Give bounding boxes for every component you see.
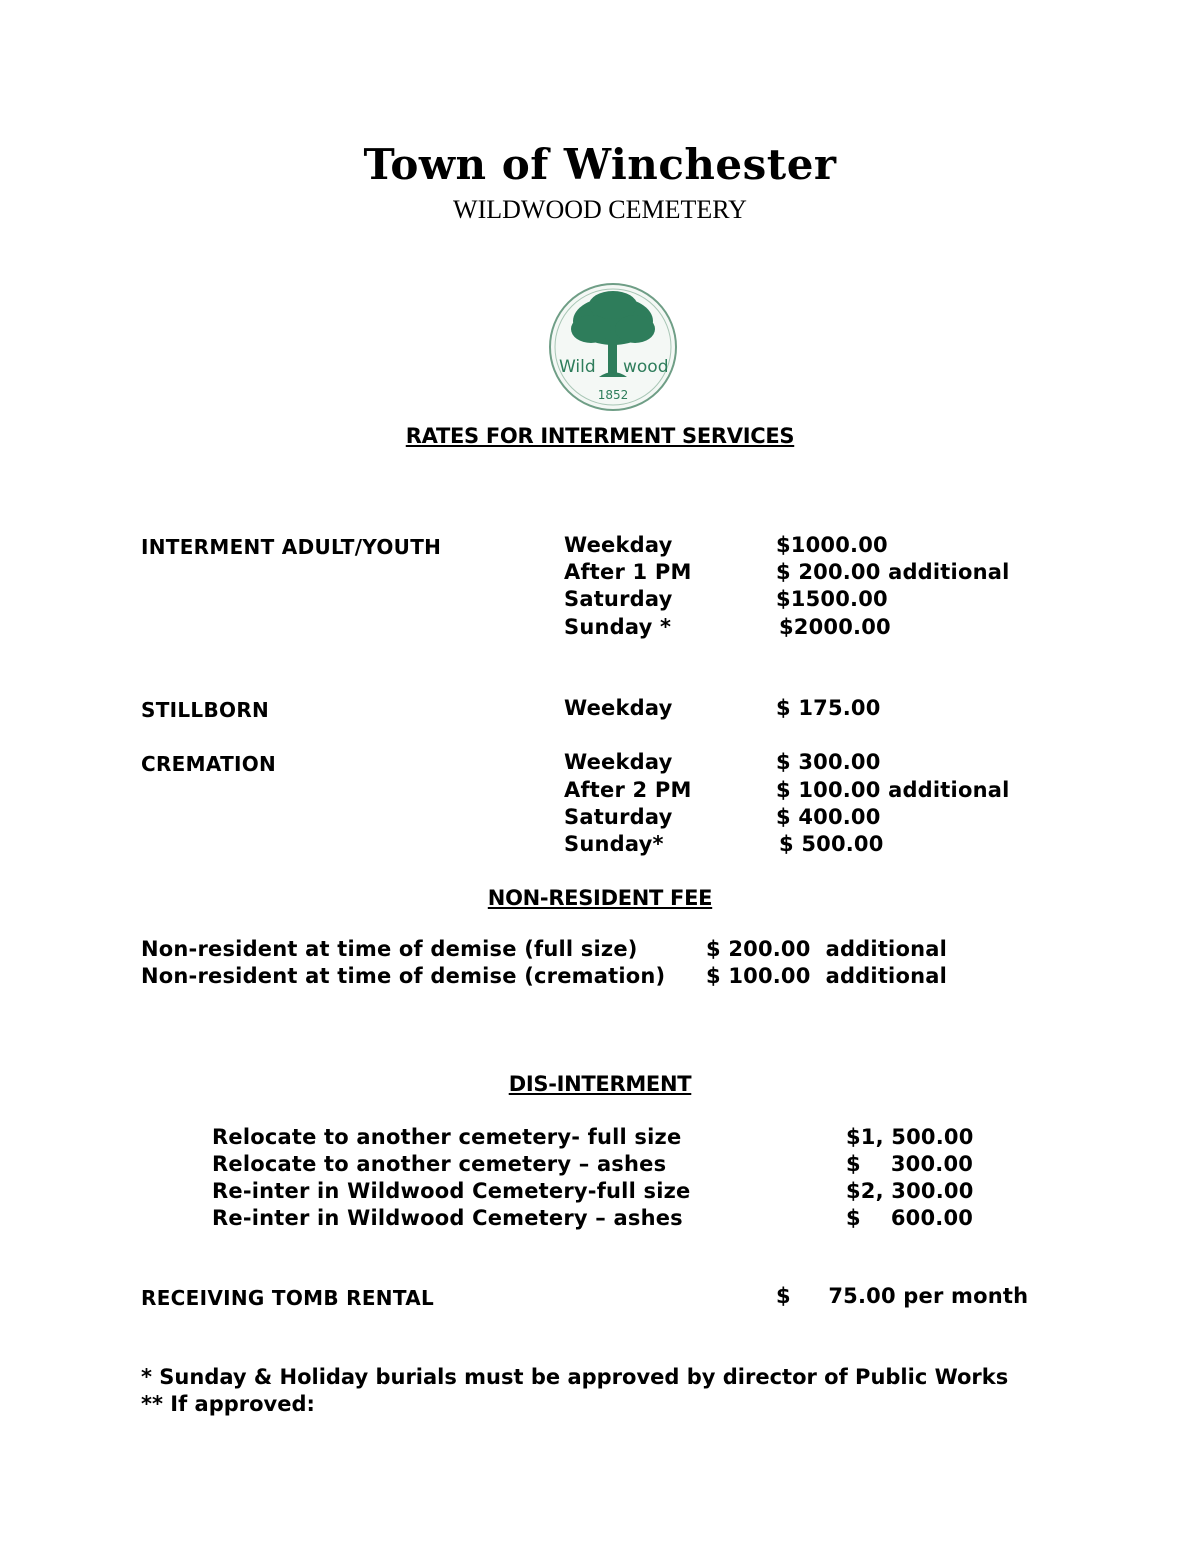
dis-interment-price: $ 300.00 [846,1152,974,1176]
interment-day: Weekday [564,533,673,557]
stillborn-day: Weekday [564,696,673,720]
cremation-day: Sunday* [564,832,664,856]
stillborn-price: $ 175.00 [776,696,881,720]
receiving-tomb-price: $ 75.00 per month [776,1284,1029,1308]
dis-interment-desc: Re-inter in Wildwood Cemetery – ashes [212,1206,683,1230]
non-resident-desc: Non-resident at time of demise (full size) [141,937,638,961]
dis-interment-price: $ 600.00 [846,1206,974,1230]
footnote: * Sunday & Holiday burials must be approved by director of Public Works [141,1365,1009,1389]
page-title: Town of Winchester [363,140,837,189]
non-resident-heading: NON-RESIDENT FEE [487,886,713,910]
cremation-price: $ 400.00 [776,805,881,829]
interment-day: After 1 PM [564,560,692,584]
interment-price: $1000.00 [776,533,888,557]
dis-interment-desc: Relocate to another cemetery- full size [212,1125,682,1149]
interment-day: Saturday [564,587,673,611]
logo-word-right: wood [623,357,669,377]
wildwood-logo [537,262,669,402]
stillborn-label: STILLBORN [141,698,270,722]
cremation-day: Weekday [564,750,673,774]
interment-day: Sunday * [564,615,672,639]
interment-price: $ 200.00 additional [776,560,1010,584]
footnote: ** If approved: [141,1392,315,1416]
receiving-tomb-label: RECEIVING TOMB RENTAL [141,1286,435,1310]
tree-seal-icon [547,281,679,413]
logo-word-left: Wild [559,357,596,377]
interment-price: $1500.00 [776,587,888,611]
logo-year: 1852 [597,388,629,402]
page-subtitle: WILDWOOD CEMETERY [453,195,747,224]
non-resident-price: $ 100.00 additional [706,964,947,988]
dis-interment-desc: Relocate to another cemetery – ashes [212,1152,667,1176]
dis-interment-price: $1, 500.00 [846,1125,974,1149]
cremation-price: $ 500.00 [779,832,884,856]
interment-label: INTERMENT ADULT/YOUTH [141,535,442,559]
cremation-label: CREMATION [141,752,277,776]
non-resident-price: $ 200.00 additional [706,937,947,961]
non-resident-desc: Non-resident at time of demise (cremation) [141,964,666,988]
interment-price: $2000.00 [779,615,891,639]
cremation-price: $ 300.00 [776,750,881,774]
cremation-day: After 2 PM [564,778,692,802]
dis-interment-heading: DIS-INTERMENT [508,1072,692,1096]
cremation-day: Saturday [564,805,673,829]
rates-heading: RATES FOR INTERMENT SERVICES [405,424,795,448]
cremation-price: $ 100.00 additional [776,778,1010,802]
dis-interment-price: $2, 300.00 [846,1179,974,1203]
dis-interment-desc: Re-inter in Wildwood Cemetery-full size [212,1179,691,1203]
